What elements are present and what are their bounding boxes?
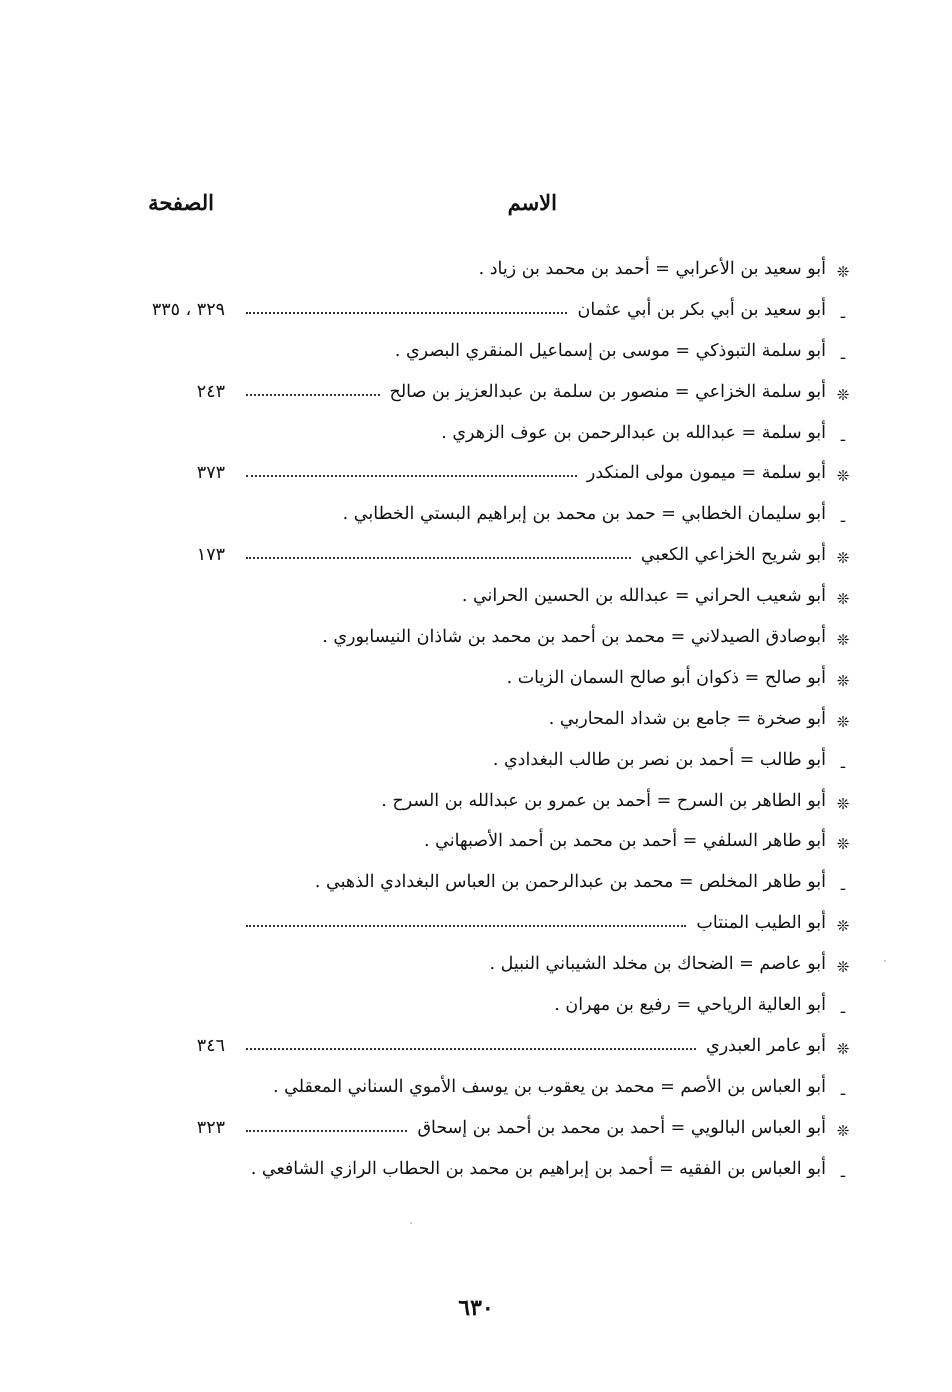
- entry-name: أبو الطاهر بن السرح = أحمد بن عمرو بن عبدالله بن السرح .: [381, 790, 826, 811]
- index-entry: [0, 461, 952, 502]
- index-entry: [0, 421, 952, 462]
- dash-marker-icon: ـ: [840, 1080, 846, 1099]
- entry-name: أبو سلمة = ميمون مولى المنكدر: [586, 463, 826, 484]
- asterism-marker-icon: ❊: [836, 263, 850, 281]
- dot-leader: [246, 925, 686, 927]
- entry-name: أبو سليمان الخطابي = حمد بن محمد بن إبراهيم البستي الخطابي .: [342, 504, 826, 525]
- index-entry: [0, 1075, 952, 1116]
- dash-marker-icon: ـ: [840, 508, 846, 527]
- index-entry: [0, 911, 952, 952]
- entry-name: أبو العباس بن الأصم = محمد بن يعقوب بن يوسف الأموي السناني المعقلي .: [272, 1076, 826, 1097]
- asterism-marker-icon: ❊: [836, 917, 850, 936]
- asterism-marker-icon: ❊: [836, 671, 850, 690]
- asterism-marker-icon: ❊: [836, 712, 850, 731]
- entry-name: أبو طاهر المخلص = محمد بن عبدالرحمن بن العباس البغدادي الذهبي .: [314, 872, 826, 893]
- index-entry: [0, 789, 952, 830]
- scan-speck: [410, 1222, 412, 1224]
- entry-page-numbers: ٣٢٣: [196, 1117, 225, 1138]
- asterism-marker-icon: ❊: [836, 631, 850, 650]
- dot-leader: [246, 475, 577, 477]
- scan-speck: [884, 960, 886, 962]
- index-entry: [0, 748, 952, 789]
- index-entry: [0, 952, 952, 993]
- index-entry: [0, 666, 952, 707]
- index-entry: [0, 1034, 952, 1075]
- index-entry: [0, 543, 952, 584]
- index-entry: [0, 993, 952, 1034]
- entry-name: أبو العالية الرياحي = رفيع بن مهران .: [554, 995, 826, 1016]
- dash-marker-icon: ـ: [840, 999, 846, 1018]
- index-entry: [0, 380, 952, 421]
- entry-name: أبو عامر العبدري: [706, 1035, 826, 1056]
- dash-marker-icon: ـ: [840, 753, 846, 772]
- page-number: ٦٣٠: [458, 1295, 494, 1321]
- entry-name: أبو شعيب الحراني = عبدالله بن الحسين الحراني .: [461, 586, 826, 607]
- asterism-marker-icon: ❊: [836, 385, 850, 404]
- entry-name: أبو صخرة = جامع بن شداد المحاربي .: [548, 708, 826, 729]
- entry-name: أبو صالح = ذكوان أبو صالح السمان الزيات .: [506, 667, 826, 688]
- dash-marker-icon: ـ: [840, 876, 846, 895]
- entry-page-numbers: ١٧٣: [196, 545, 225, 566]
- asterism-marker-icon: ❊: [836, 467, 850, 486]
- asterism-marker-icon: ❊: [836, 549, 850, 568]
- asterism-marker-icon: ❊: [836, 590, 850, 609]
- index-entry: [0, 257, 952, 298]
- index-entry: [0, 502, 952, 543]
- entry-name: أبو طاهر السلفي = أحمد بن محمد بن أحمد الأصبهاني .: [424, 831, 826, 852]
- index-entry: [0, 870, 952, 911]
- column-header-page: الصفحة: [148, 190, 214, 215]
- asterism-marker-icon: ❊: [836, 1039, 850, 1058]
- entry-page-numbers: ٣٢٩ ، ٣٣٥: [151, 299, 225, 320]
- dot-leader: [246, 312, 567, 314]
- index-entry: [0, 707, 952, 748]
- entry-name: أبو سلمة الخزاعي = منصور بن سلمة بن عبدالعزيز بن صالح: [389, 381, 826, 402]
- index-entry: [0, 298, 952, 339]
- dash-marker-icon: ـ: [840, 344, 846, 363]
- index-entries: [0, 257, 952, 1197]
- index-entry: [0, 339, 952, 380]
- asterism-marker-icon: ❊: [836, 958, 850, 977]
- dot-leader: [246, 557, 631, 559]
- entry-name: أبو العباس بن الفقيه = أحمد بن إبراهيم بن محمد بن الحطاب الرازي الشافعي .: [250, 1158, 826, 1179]
- index-entry: [0, 625, 952, 666]
- entry-name: أبو سلمة = عبدالله بن عبدالرحمن بن عوف الزهري .: [441, 422, 826, 443]
- entry-page-numbers: ٣٤٦: [196, 1035, 225, 1056]
- entry-name: أبو سعيد بن أبي بكر بن أبي عثمان: [577, 299, 826, 320]
- entry-name: أبوصادق الصيدلاني = محمد بن أحمد بن محمد بن شاذان النيسابوري .: [322, 627, 826, 648]
- entry-name: أبو سلمة التبوذكي = موسى بن إسماعيل المنقري البصري .: [394, 340, 826, 361]
- asterism-marker-icon: ❊: [836, 835, 850, 854]
- entry-page-numbers: ٢٤٣: [196, 381, 225, 402]
- dot-leader: [246, 1048, 696, 1050]
- entry-name: أبو سعيد بن الأعرابي = أحمد بن محمد بن زياد .: [478, 259, 826, 279]
- index-entry: [0, 1116, 952, 1157]
- dash-marker-icon: ـ: [840, 303, 846, 322]
- column-header-name: الاسم: [507, 190, 557, 215]
- entry-name: أبو الطيب المنتاب: [696, 913, 826, 934]
- dot-leader: [246, 394, 380, 396]
- index-entry: [0, 584, 952, 625]
- entry-page-numbers: ٣٧٣: [196, 463, 225, 484]
- entry-name: أبو طالب = أحمد بن نصر بن طالب البغدادي .: [492, 749, 826, 770]
- dash-marker-icon: ـ: [840, 426, 846, 445]
- dot-leader: [246, 1130, 407, 1132]
- index-entry: [0, 1157, 952, 1198]
- dash-marker-icon: ـ: [840, 1162, 846, 1181]
- entry-name: أبو شريح الخزاعي الكعبي: [640, 545, 826, 566]
- index-entry: [0, 829, 952, 870]
- asterism-marker-icon: ❊: [836, 794, 850, 813]
- asterism-marker-icon: ❊: [836, 1121, 850, 1140]
- entry-name: أبو العباس البالويي = أحمد بن محمد بن أحمد بن إسحاق: [417, 1117, 826, 1138]
- entry-name: أبو عاصم = الضحاك بن مخلد الشيباني النبيل .: [489, 954, 826, 975]
